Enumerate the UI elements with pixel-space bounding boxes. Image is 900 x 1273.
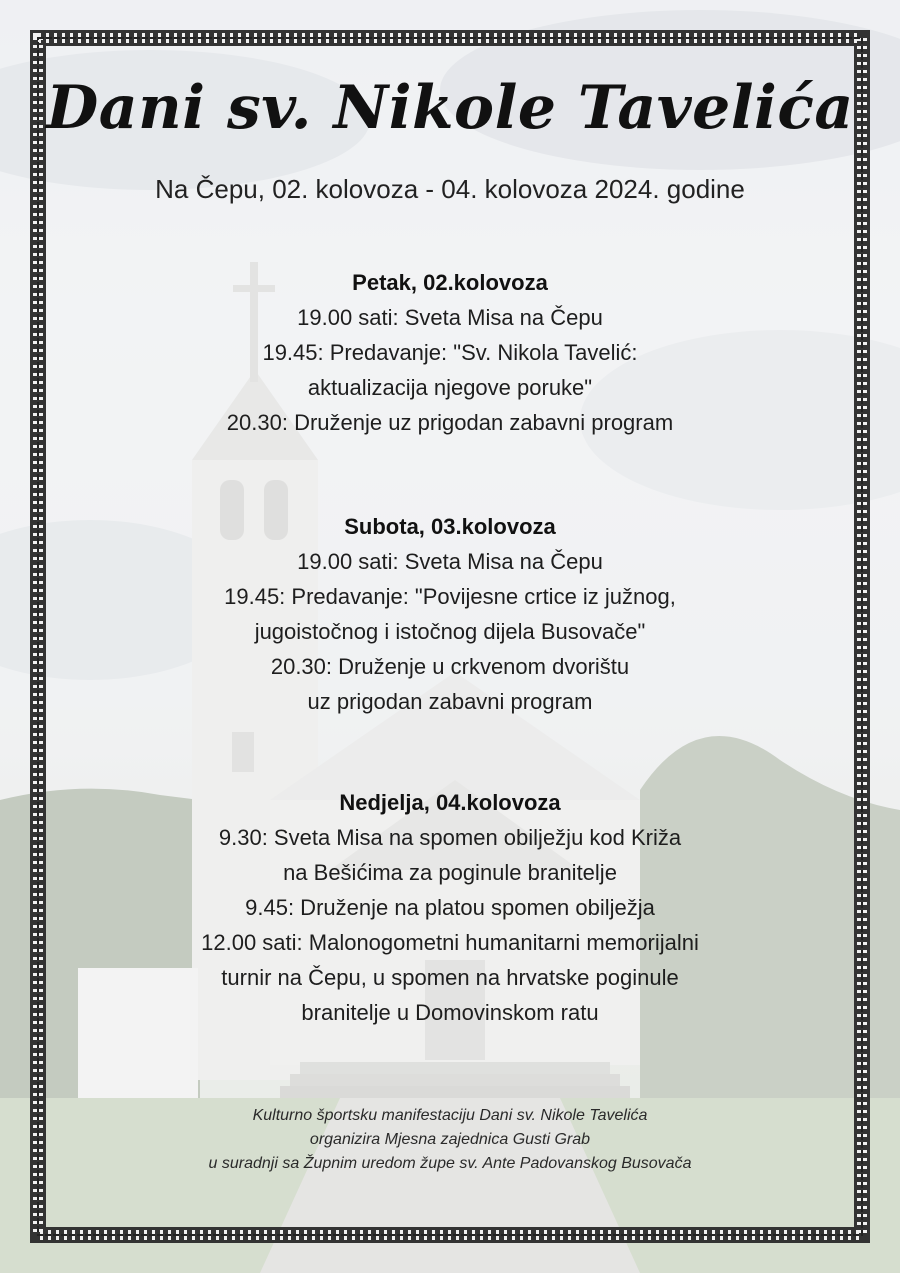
schedule-line: turnir na Čepu, u spomen na hrvatske poginule — [221, 965, 679, 990]
schedule-line: 19.00 sati: Sveta Misa na Čepu — [297, 305, 603, 330]
organizer-note — [0, 1104, 900, 1176]
schedule-line: 20.30: Druženje uz prigodan zabavni program — [226, 410, 674, 435]
day-heading: Nedjelja, 04.kolovoza — [339, 790, 561, 815]
schedule-line: 20.30: Druženje u crkvenom dvorištu — [270, 654, 630, 679]
schedule-line: 9.30: Sveta Misa na spomen obilježju kod Križa — [218, 825, 682, 850]
footer-line: organizira Mjesna zajednica Gusti Grab — [309, 1131, 591, 1148]
poster-subtitle: Na Čepu, 02. kolovoza - 04. kolovoza 2024. godine — [155, 174, 745, 204]
schedule-line: aktualizacija njegove poruke" — [307, 375, 593, 400]
day-saturday — [0, 510, 900, 719]
schedule-line: branitelje u Domovinskom ratu — [301, 1000, 599, 1025]
schedule-line: 19.45: Predavanje: "Sv. Nikola Tavelić: — [262, 340, 638, 365]
footer-line: Kulturno športsku manifestaciju Dani sv. Nikole Tavelića — [252, 1107, 648, 1124]
schedule-line: 12.00 sati: Malonogometni humanitarni memorijalni — [201, 930, 699, 955]
schedule-line: uz prigodan zabavni program — [307, 689, 593, 714]
footer-line: u suradnji sa Župnim uredom župe sv. Ante Padovanskog Busovača — [208, 1155, 692, 1172]
schedule-line: 19.00 sati: Sveta Misa na Čepu — [297, 549, 603, 574]
schedule-line: 19.45: Predavanje: "Povijesne crtice iz južnog, — [224, 584, 676, 609]
day-friday — [0, 266, 900, 440]
poster-title: Dani sv. Nikole Tavelića — [46, 73, 854, 143]
day-heading: Subota, 03.kolovoza — [344, 514, 556, 539]
schedule-line: na Bešićima za poginule branitelje — [283, 860, 617, 885]
day-sunday — [0, 786, 900, 1030]
day-heading: Petak, 02.kolovoza — [352, 270, 548, 295]
schedule-line: 9.45: Druženje na platou spomen obilježja — [245, 895, 655, 920]
schedule-line: jugoistočnog i istočnog dijela Busovače" — [254, 619, 646, 644]
